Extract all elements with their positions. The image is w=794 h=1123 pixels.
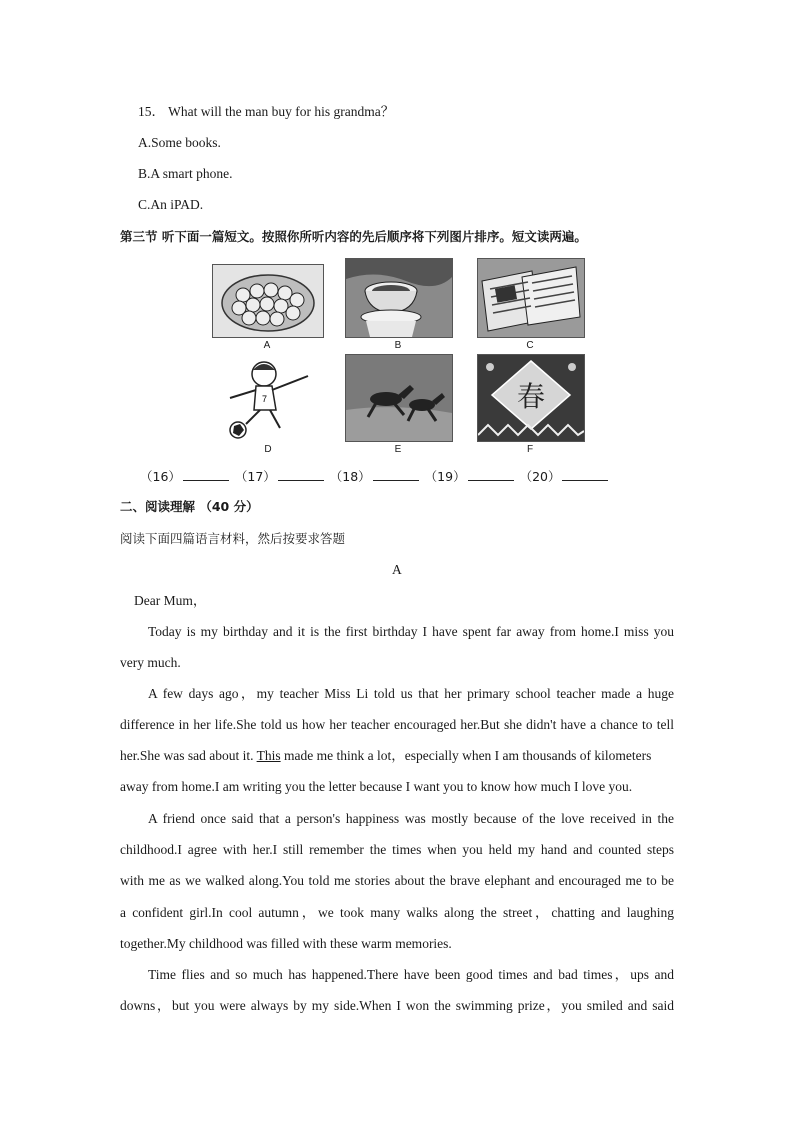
paragraph-4-line-2: downs，but you were always by my side.When I won the swimming prize，you smiled and said [120,998,674,1013]
part-2-instruction: 阅读下面四篇语言材料，然后按要求答题 [120,531,346,546]
blank-label-19: （19） [424,469,466,484]
blank-label-18: （18） [329,469,371,484]
answer-blanks-row [140,468,610,486]
part-2-heading: 二、阅读理解 （40 分） [120,499,259,514]
picture-e-label: E [394,444,402,455]
paragraph-2-line-1: A few days ago，my teacher Miss Li told us that her primary school teacher made a huge [148,686,674,701]
picture-d-boy-football [212,354,322,440]
question-15-option-b: B.A smart phone. [138,166,233,181]
picture-a-label: A [263,340,271,351]
paragraph-2-line-2: difference in her life.She told us how her teacher encouraged her.But she didn't have a chance to tell [120,717,674,732]
newspapers-icon [478,259,584,337]
section-3-heading: 第三节 听下面一篇短文。按照你所听内容的先后顺序将下列图片排序。短文读两遍。 [120,229,587,244]
paragraph-3-line-4: a confident girl.In cool autumn，we took many walks along the street，chatting and laughing [120,905,674,920]
spring-paper-cut-icon [478,355,584,441]
paragraph-3-line-5: together.My childhood was filled with these warm memories. [120,936,452,951]
question-15-option-a: A.Some books. [138,135,221,150]
question-15-option-c: C.An iPAD. [138,197,204,212]
picture-f-spring [477,354,585,442]
picture-b-label: B [394,340,402,351]
blank-label-16: （16） [140,469,181,484]
paragraph-1-line-2: very much. [120,655,181,670]
picture-a-cookies [212,264,324,338]
blank-label-17: （17） [234,469,276,484]
passage-label: A [392,562,402,577]
blank-label-20: （20） [519,469,561,484]
picture-c-label: C [526,340,534,351]
answer-blank-20[interactable] [562,468,608,481]
paragraph-1-line-1: Today is my birthday and it is the first birthday I have spent far away from home.I miss you [148,624,674,639]
paragraph-3-line-3: with me as we walked along.You told me stories about the brave elephant and encouraged me to be [120,873,674,888]
tea-cup-icon [346,259,452,337]
letter-salutation: Dear Mum， [134,593,207,608]
question-15-stem: 15． What will the man buy for his grandma？ [138,104,395,119]
picture-f-label: F [526,444,534,455]
paragraph-3-line-2: childhood.I agree with her.I still remember the times when you held my hand and counted steps [120,842,674,857]
paragraph-4-line-1: Time flies and so much has happened.There have been good times and bad times，ups and [148,967,674,982]
svg-text:7: 7 [262,394,268,404]
answer-blank-19[interactable] [468,468,514,481]
picture-b-tea [345,258,453,338]
answer-blank-18[interactable] [373,468,419,481]
cookies-plate-icon [213,265,323,337]
paragraph-2-line-4: away from home.I am writing you the letter because I want you to know how much I love you. [120,779,633,794]
paragraph-3-line-1: A friend once said that a person's happiness was mostly because of the love received in the [148,811,674,826]
horses-running-icon [346,355,452,441]
boy-football-icon [212,354,322,440]
picture-e-horses [345,354,453,442]
answer-blank-17[interactable] [278,468,324,481]
spring-glyph: 春 [516,380,546,413]
answer-blank-16[interactable] [183,468,229,481]
picture-c-newspapers [477,258,585,338]
paragraph-2-line-3-start: her.She was sad about it. [120,748,257,763]
picture-d-label: D [264,444,272,455]
paragraph-2-line-3 [120,747,674,765]
underlined-this: This [256,748,281,763]
paragraph-2-line-3-end: made me think a lot，especially when I am thousands of kilometers [280,748,652,763]
